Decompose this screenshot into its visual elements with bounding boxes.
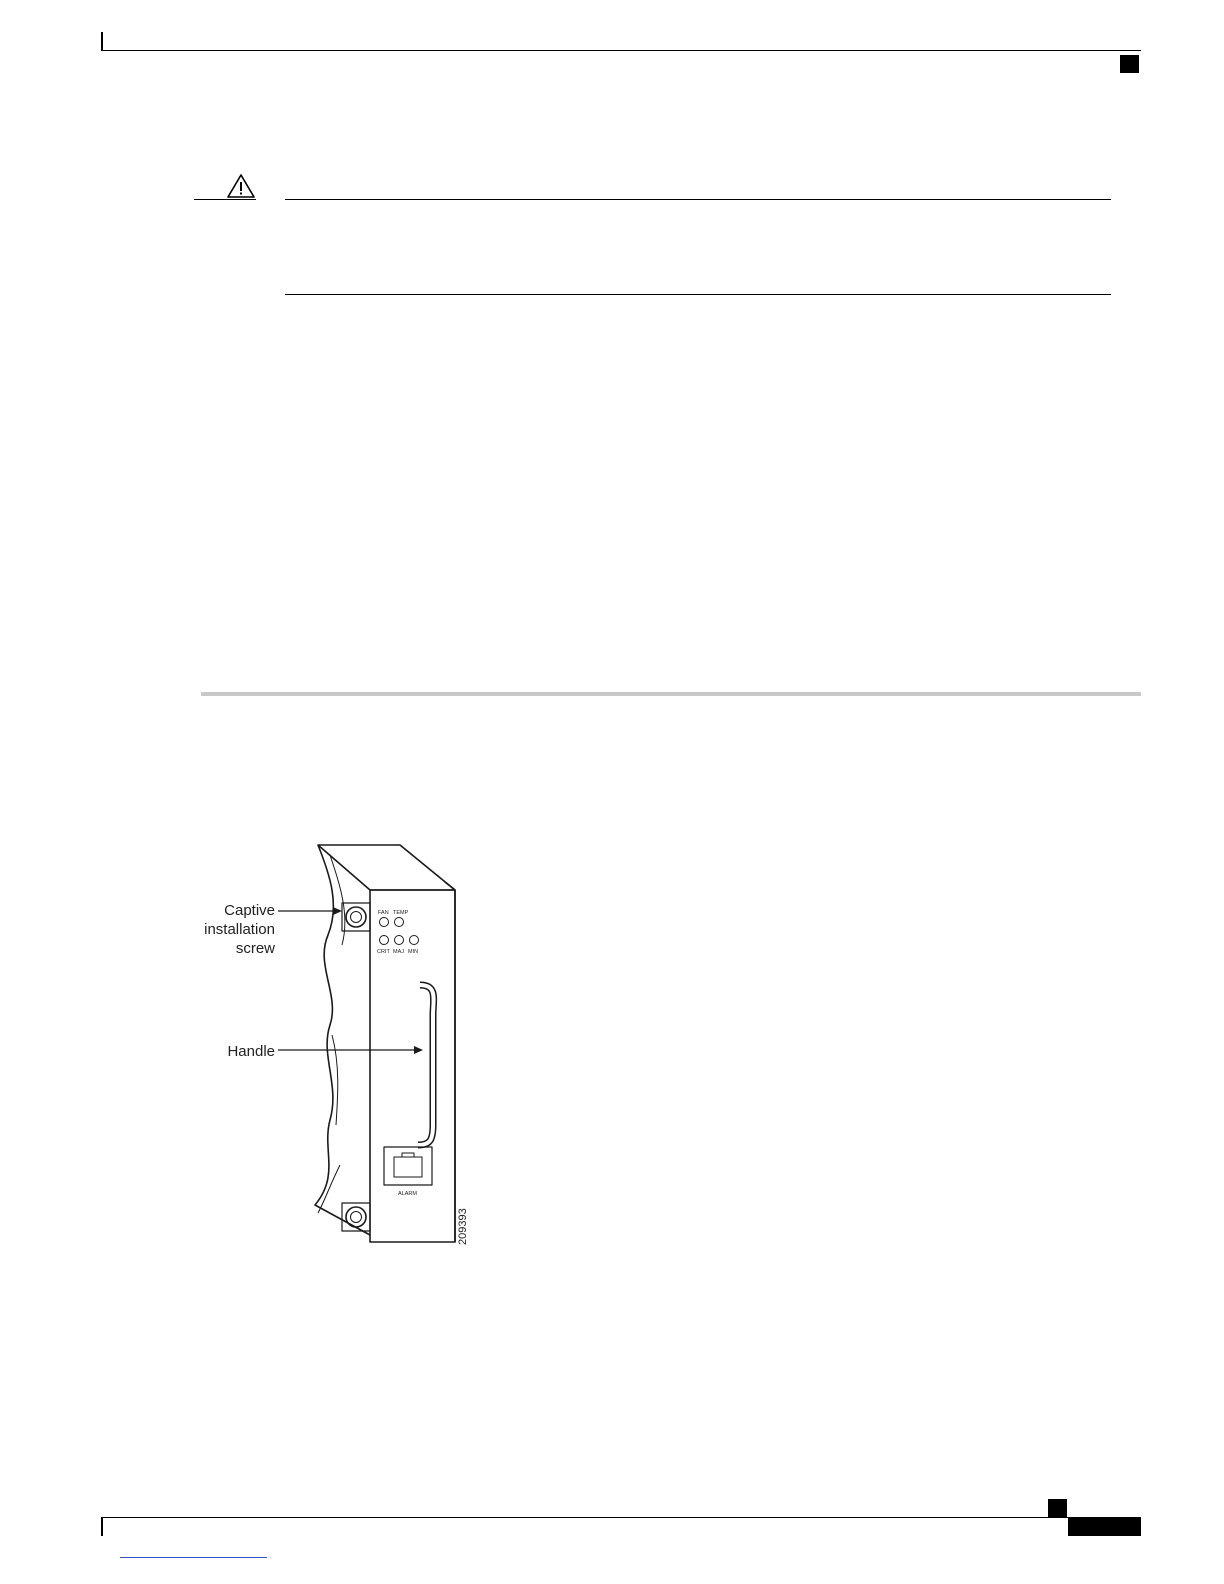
footer-left-tick (101, 1517, 103, 1536)
faceplate (370, 890, 455, 1242)
caution-icon (226, 173, 256, 199)
captive-screw-label-line-2: installation (204, 921, 275, 938)
led-label-fan: FAN (378, 910, 389, 916)
captive-screw-top (346, 907, 366, 927)
header-corner-block (1120, 55, 1139, 73)
led-min (410, 936, 419, 945)
captive-screw-label-line-3: screw (235, 940, 275, 957)
footer-link-underline[interactable] (120, 1557, 267, 1558)
footer-rule (101, 1517, 1141, 1518)
figure-id: 209393 (457, 1208, 469, 1245)
captive-screw-bottom (346, 1207, 366, 1227)
led-crit (380, 936, 389, 945)
caution-top-rule (285, 199, 1111, 200)
captive-screw-label-line-1: Captive (224, 902, 275, 919)
fan-tray-figure (190, 835, 480, 1260)
footer-page-tab (1068, 1518, 1141, 1536)
alarm-port-label: ALARM (398, 1191, 417, 1197)
fan-tray-drawing (190, 835, 480, 1260)
led-label-min: MIN (408, 949, 419, 955)
led-label-maj: MAJ (393, 949, 404, 955)
caution-icon-underline (194, 199, 256, 200)
header-rule (101, 50, 1141, 51)
handle-label: Handle (227, 1043, 275, 1060)
section-divider (201, 692, 1141, 696)
led-fan (380, 918, 389, 927)
header-left-tick (101, 32, 103, 51)
caution-bottom-rule (285, 294, 1111, 295)
footer-corner-block (1048, 1499, 1067, 1517)
led-temp (395, 918, 404, 927)
led-label-crit: CRIT (377, 949, 390, 955)
led-maj (395, 936, 404, 945)
led-label-temp: TEMP (393, 910, 409, 916)
